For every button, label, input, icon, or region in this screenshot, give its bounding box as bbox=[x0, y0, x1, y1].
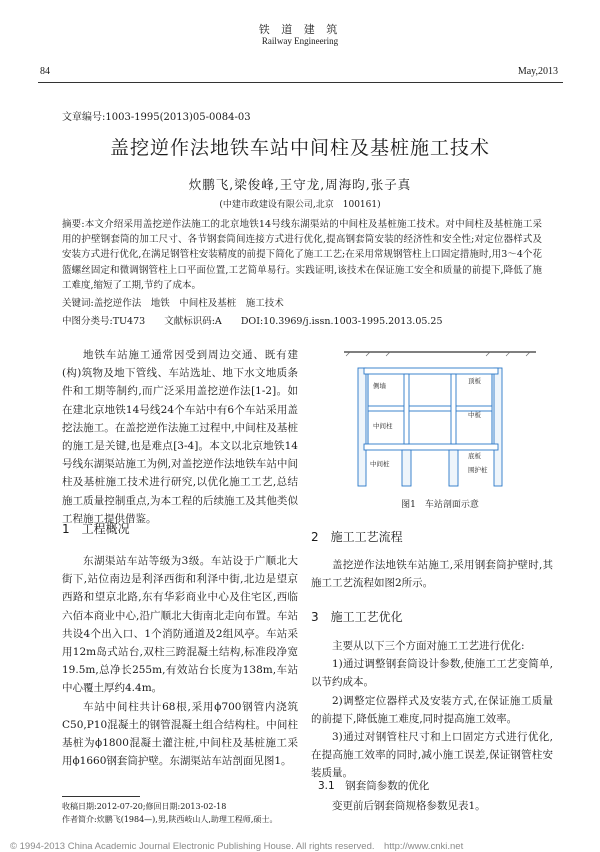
middle-column-right bbox=[451, 374, 456, 444]
middle-pile-left bbox=[402, 450, 411, 486]
intro-paragraph: 地铁车站施工通常因受到周边交通、既有建(构)筑物及地下管线、车站选址、地下水文地质条件和工期等制约,而广泛采用盖挖逆作法[1-2]。如在建北京地铁14号线24个车站中有6个车站采用盖挖法施工。在盖挖逆作法施工过程中,中间柱及基桩的施工是关键,也是难点[3-4]。本文以北京地铁14号线东湖渠站施工为例,对盖挖逆作法地铁车站中间柱及基桩施工技术进行研究,以优化施工工艺,总结施工质量控制重点,为本工程的后续施工及其他类似工程施工提供借鉴。 bbox=[62, 349, 298, 525]
label-bottom-slab: 底板 bbox=[468, 452, 481, 460]
section-2-heading: 2 施工工艺流程 bbox=[311, 530, 403, 544]
received-date: 收稿日期:2012-07-20;修回日期:2013-02-18 bbox=[62, 802, 227, 811]
section-3-item-2: 2)调整定位器样式及安装方式,在保证施工质量的前提下,降低施工难度,同时提高施工效率。 bbox=[311, 694, 553, 725]
page-number: 84 bbox=[40, 66, 50, 77]
subsection-3-1-heading: 3.1 钢套筒参数的优化 bbox=[318, 780, 430, 792]
journal-name-en: Railway Engineering bbox=[261, 36, 339, 46]
keywords: 关键词:盖挖逆作法 地铁 中间柱及基桩 施工技术 bbox=[62, 298, 284, 309]
issue-date: May,2013 bbox=[517, 66, 558, 77]
retaining-pile-right bbox=[494, 368, 502, 486]
abstract: 摘要:本文介绍采用盖挖逆作法施工的北京地铁14号线东湖渠站的中间柱及基桩施工技术。对中间柱及基桩施工采用的护壁钢套筒的加工尺寸、各节钢套筒间连接方式进行优化,提高钢套筒安装的经济性和安全性;对定位器样式及安装方式进行优化,在满足钢管柱安装精度的前提下简化了施工工艺;在采用常规钢管柱上口固定措施时,用3～4个花篮螺丝固定和微调钢管柱上口平面位置,工艺简单易行。实践证明,该技术在保证施工安全和质量的前提下,降低了施工难度,缩短了工期,节约了成本。 bbox=[62, 219, 542, 291]
document-code: 文献标识码:A bbox=[164, 316, 222, 327]
middle-pile-right bbox=[449, 450, 458, 486]
clc-number: 中图分类号:TU473 bbox=[62, 316, 146, 327]
figure-1-station-section bbox=[340, 346, 540, 491]
section-2-paragraph-1: 盖挖逆作法地铁车站施工,采用钢套筒护壁时,其施工工艺流程如图2所示。 bbox=[311, 559, 553, 590]
ground-hatch bbox=[346, 352, 530, 356]
paper-title: 盖挖逆作法地铁车站中间柱及基桩施工技术 bbox=[109, 137, 490, 159]
header-rule bbox=[38, 82, 563, 83]
label-middle-slab: 中板 bbox=[468, 411, 481, 419]
article-number: 文章编号:1003-1995(2013)05-0084-03 bbox=[62, 112, 251, 123]
label-middle-pile: 中间桩 bbox=[370, 460, 390, 468]
retaining-pile-left bbox=[358, 368, 366, 486]
bottom-slab bbox=[364, 444, 498, 450]
classification-line bbox=[62, 313, 459, 327]
section-3-intro: 主要从以下三个方面对施工工艺进行优化: bbox=[332, 640, 525, 652]
footnote-rule bbox=[62, 796, 140, 797]
affiliation: (中建市政建设有限公司,北京 100161) bbox=[219, 200, 381, 210]
journal-name-cn: 铁 道 建 筑 bbox=[258, 23, 342, 36]
middle-column-left bbox=[404, 374, 409, 444]
section-3-body bbox=[311, 637, 553, 783]
section-1-heading: 1 工程概况 bbox=[62, 522, 130, 536]
top-slab bbox=[364, 368, 498, 374]
section-3-item-3: 3)通过对钢管柱尺寸和上口固定方式进行优化,在提高施工效率的同时,减小施工误差,保证钢管柱安装质量。 bbox=[311, 731, 553, 780]
section-1-paragraph-2: 车站中间柱共计68根,采用ϕ700钢管内浇筑C50,P10混凝土的钢管混凝土组合结构柱。中间柱基桩为ϕ1800混凝土灌注桩,中间柱及基桩施工采用ϕ1660钢套筒护壁。东湖渠站车站剖面见图1。 bbox=[62, 700, 298, 768]
section-2-body bbox=[311, 556, 553, 592]
copyright-notice: © 1994-2013 China Academic Journal Electronic Publishing House. All rights reserved. http://www.cnki.net bbox=[10, 841, 464, 852]
section-3-item-1: 1)通过调整钢套筒设计参数,使施工工艺变简单,以节约成本。 bbox=[311, 658, 553, 689]
label-side-wall: 侧墙 bbox=[373, 382, 386, 390]
figure-1-caption: 图1 车站剖面示意 bbox=[401, 500, 479, 510]
section-1-body bbox=[62, 552, 298, 770]
author-list: 炊鹏飞,梁俊峰,王守龙,周海昀,张子真 bbox=[188, 177, 412, 192]
label-middle-column: 中间柱 bbox=[373, 422, 393, 430]
doi: DOI:10.3969/j.issn.1003-1995.2013.05.25 bbox=[240, 316, 443, 327]
author-bio: 作者简介:炊鹏飞(1984—),男,陕西岐山人,助理工程师,硕士。 bbox=[62, 815, 278, 824]
label-retaining-pile: 围护桩 bbox=[468, 466, 488, 474]
section-3-heading: 3 施工工艺优化 bbox=[311, 610, 403, 624]
section-1-paragraph-1: 东湖渠站车站等级为3级。车站设于广顺北大街下,站位南边是利泽西街和利泽中街,北边是望京西路和望京北路,东有华彩商业中心及住宅区,西临六佰本商业中心,沿广顺北大街南北走向布置。车站共设4个出入口、1个消防通道及2组风亭。车站采用12m岛式站台,双柱三跨混凝土结构,标准段净宽19.5m,总净长255m,有效站台长度为138m,车站中心覆土厚约4.4m。 bbox=[62, 555, 298, 695]
subsection-3-1-body: 变更前后钢套筒规格参数见表1。 bbox=[332, 800, 486, 812]
label-top-slab: 顶板 bbox=[468, 377, 481, 385]
